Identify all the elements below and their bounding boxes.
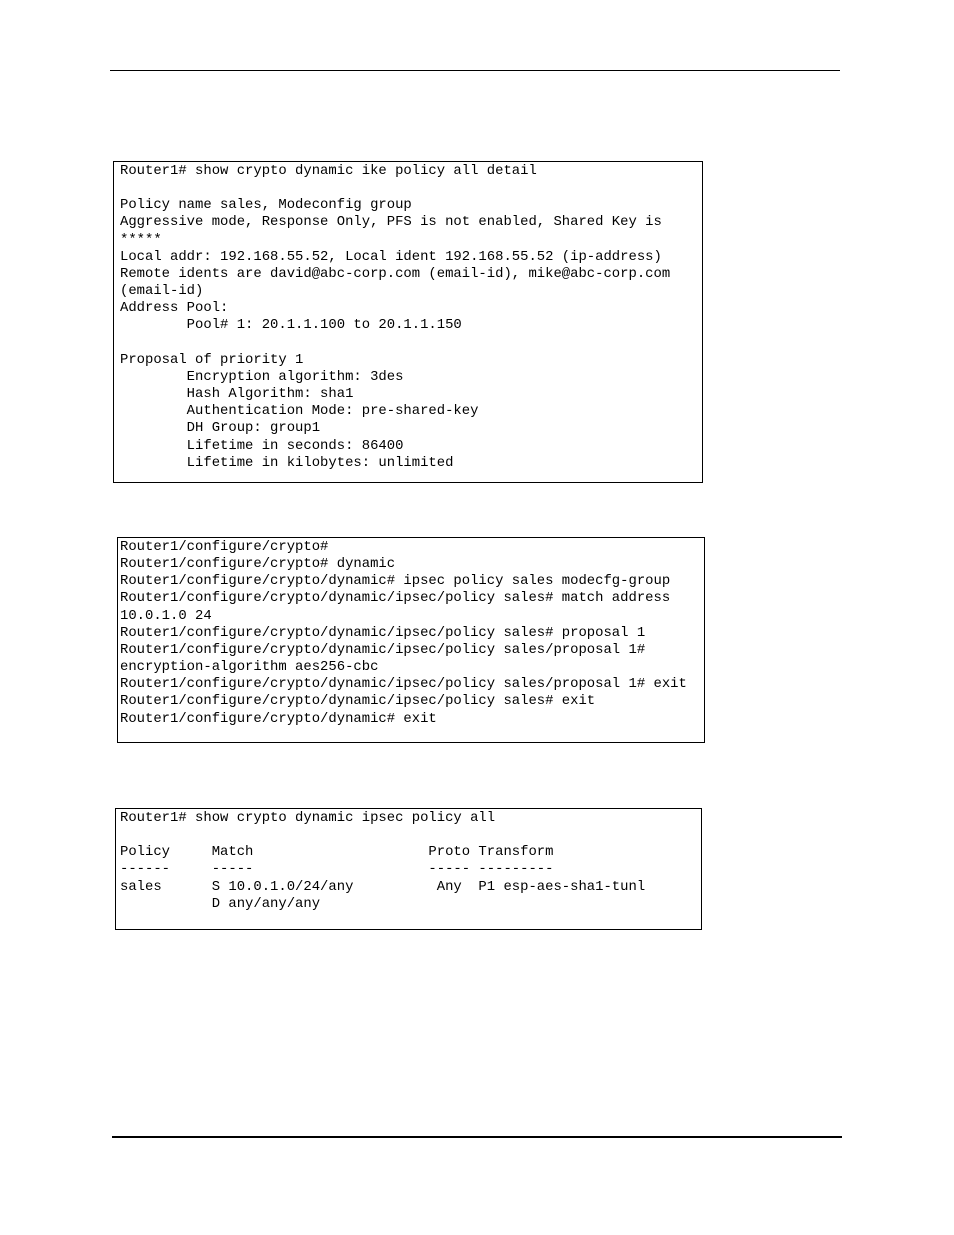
ike-policy-detail-output (113, 161, 703, 483)
ipsec-policy-config-commands (117, 537, 705, 743)
code-text: Router1/configure/crypto# Router1/configure/crypto# dynamic Router1/configure/crypto/dynamic# ipsec policy sales modecfg-group Router1/configure/crypto/dynamic/ipsec/policy sales# match address 10.0.1.0 24 Router1/configure/crypto/dynamic/ipsec/policy sales# proposal 1 Router1/configure/crypto/dynamic/ipsec/policy sales/proposal 1# encryption-algorithm aes256-cbc Router1/configure/crypto/dynamic/ipsec/policy sales/proposal 1# exit Router1/configure/crypto/dynamic/ipsec/policy sales# exit Router1/configure/crypto/dynamic# exit (120, 539, 687, 727)
ipsec-policy-show-output (115, 808, 702, 930)
code-text: Router1# show crypto dynamic ike policy all detail Policy name sales, Modeconfig group Aggressive mode, Response Only, PFS is not enabled, Shared Key is ***** Local addr: 192.168.55.52, Local ident 192.168.55.52 (ip-address) Remote idents are david@abc-corp.com (email-id), mike@abc-corp.com (email-id) Address Pool: Pool# 1: 20.1.1.100 to 20.1.1.150 Proposal of priority 1 Encryption algorithm: 3des Hash Algorithm: sha1 Authentication Mode: pre-shared-key DH Group: group1 Lifetime in seconds: 86400 Lifetime in kilobytes: unlimited (120, 163, 671, 471)
header-rule (110, 70, 840, 71)
code-text: Router1# show crypto dynamic ipsec policy all Policy Match Proto Transform ------ ----- ----- --------- sales S 10.0.1.0/24/any Any P1 esp-aes-sha1-tunl D any/any/any (120, 810, 646, 912)
footer-rule (112, 1136, 842, 1138)
